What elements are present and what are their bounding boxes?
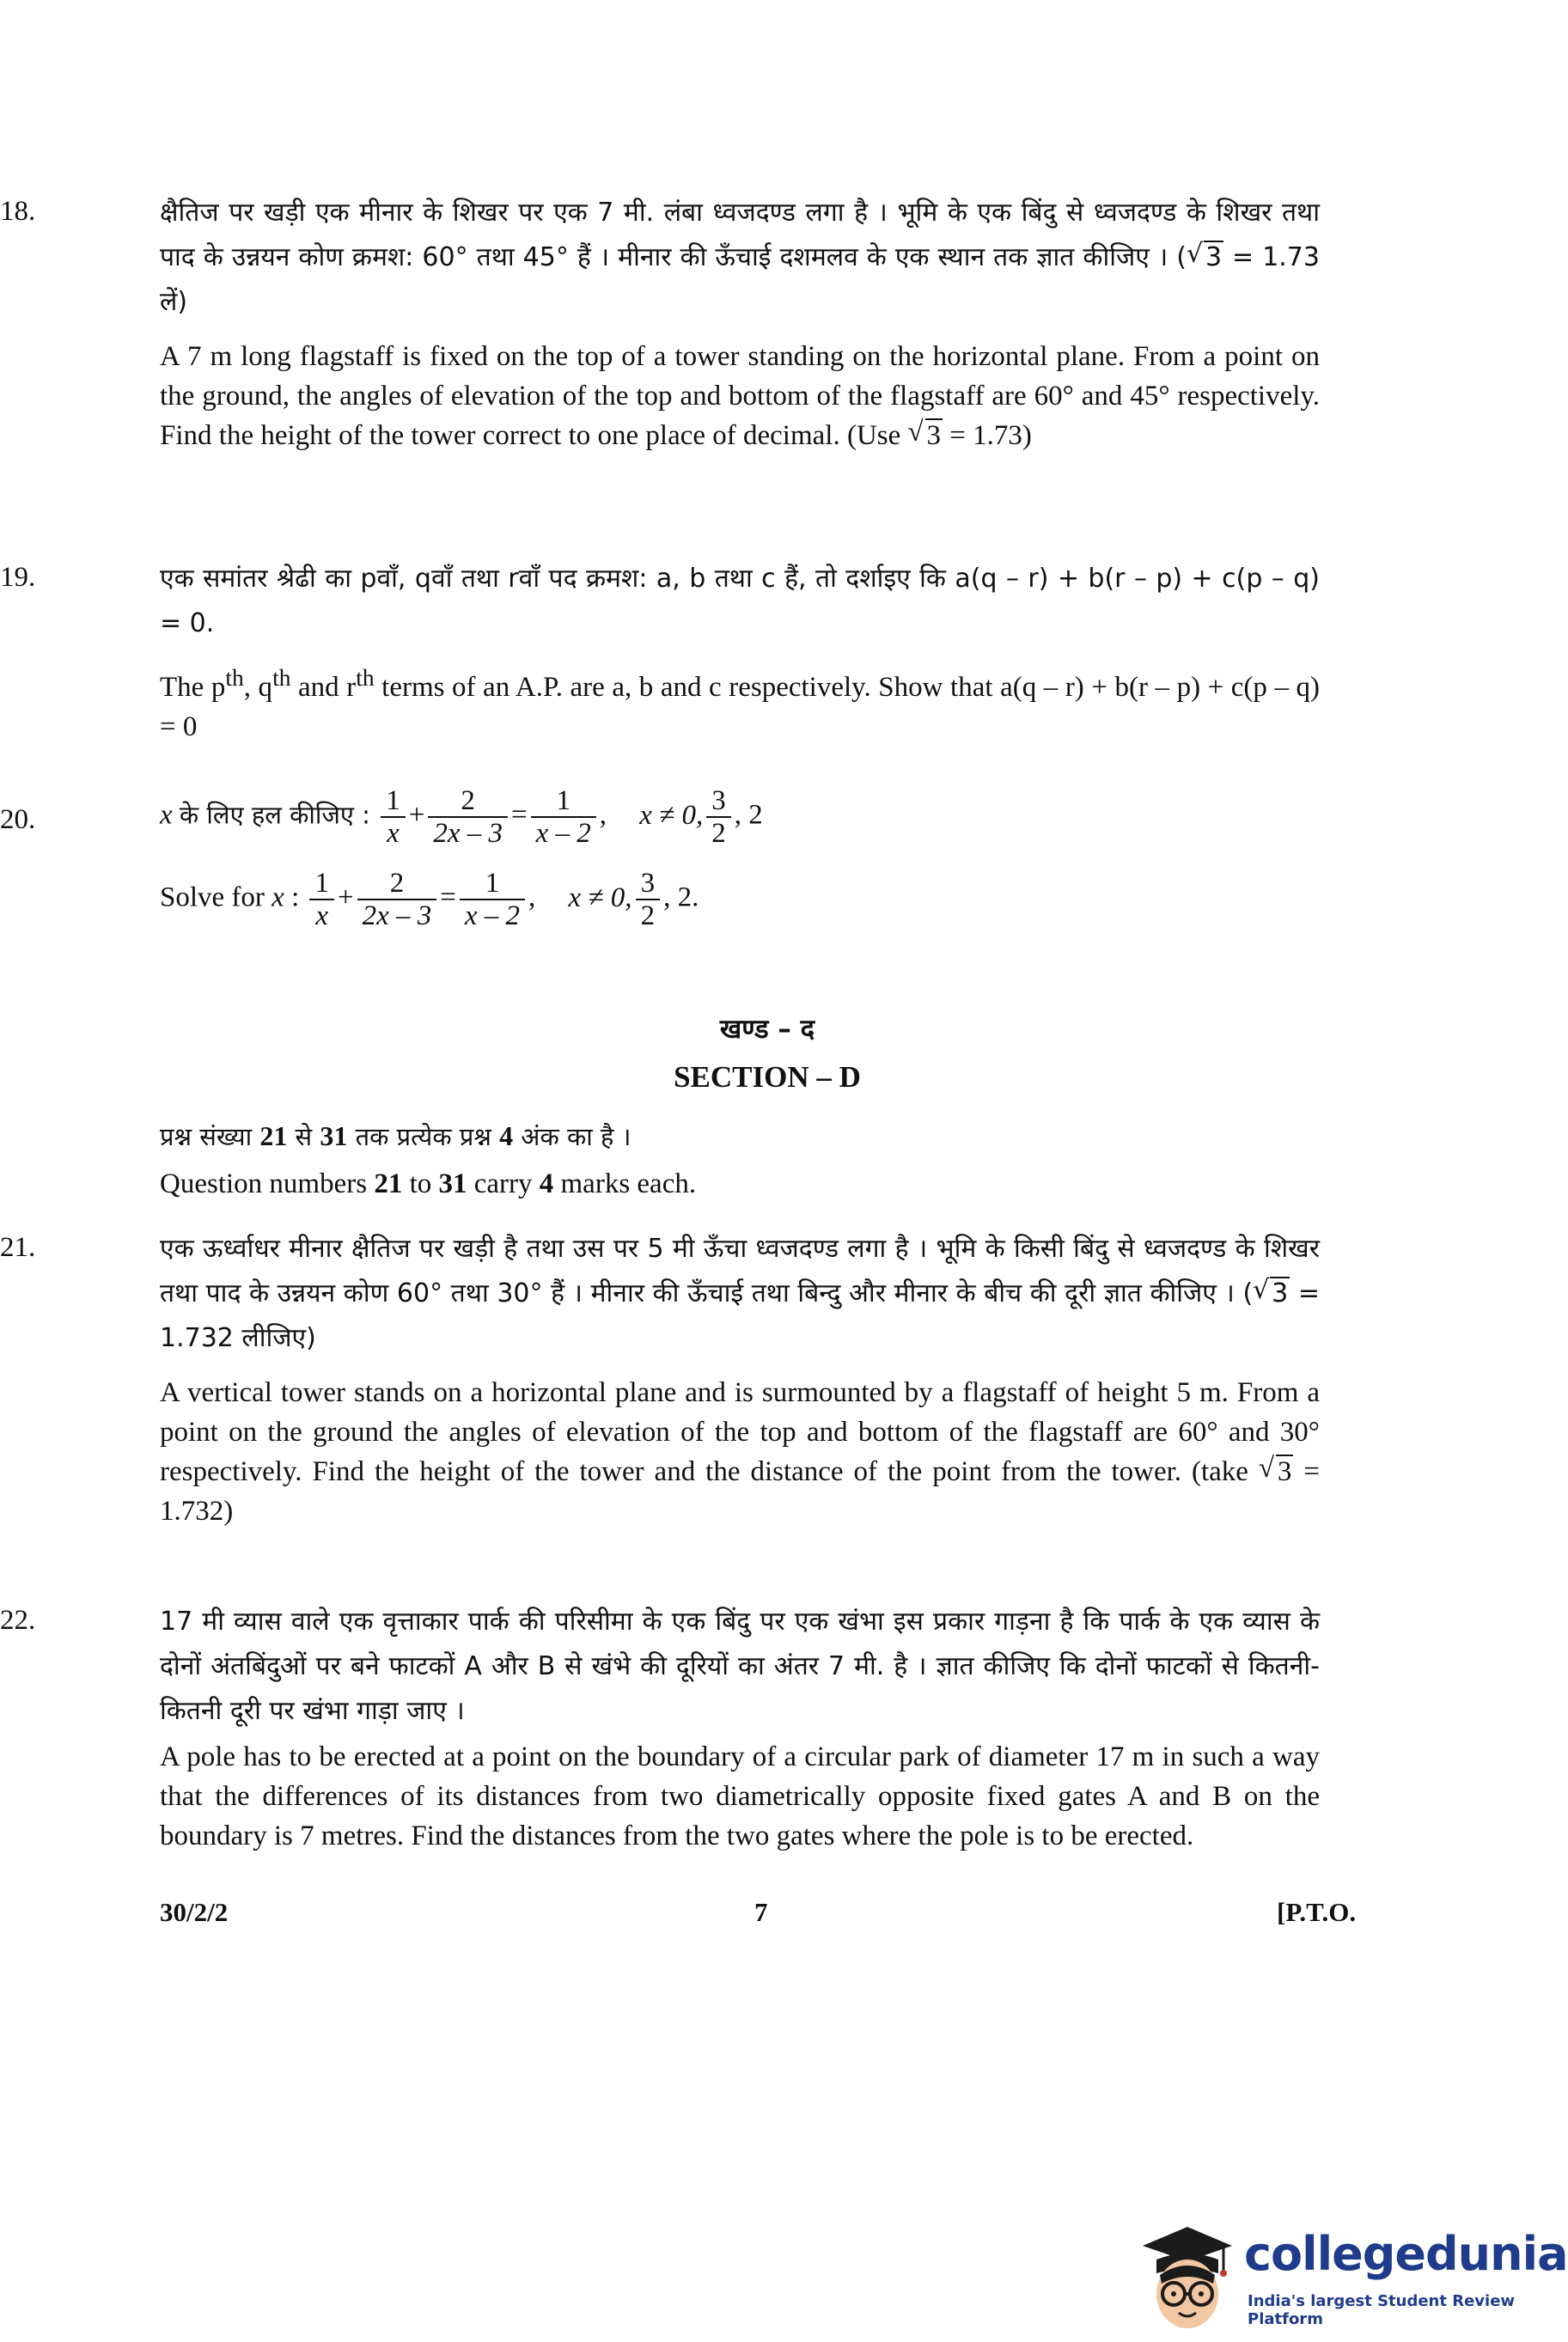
question-english-text: The $p^{th}$, $q^{th}$ and $r^{th}$ terms of an A.P. are a, b and c respectively. Show that a(q – r) + b(r – p) + c(p – q) = 0 bbox=[160, 664, 1321, 742]
paper-code: 30/2/2 bbox=[160, 1897, 229, 1927]
question-18: 18. क्षैतिज पर खड़ी एक मीनार के शिखर पर एक 7 मी. लंबा ध्वजदण्ड लगा है । भूमि के एक बिंदु से ध्वजदण्ड के शिखर तथा पाद के उन्नयन कोण क्रमश: 60° तथा 45° हैं । मीनार की ऊँचाई दशमलव के एक स्थान तक ज्ञात कीजिए । (√ 3 = 1.73 लें) A 7 m long flagstaff is fixed on the top of a tower standing on the horizontal plane. From a point on the ground, the angles of elevation of the top and bottom of the flagstaff are 60° and 45° respectively. Find the height of the tower correct to one place of decimal. (Use √ 3 = 1.73) bbox=[160, 191, 1320, 455]
page-number: 7 bbox=[754, 1897, 768, 1927]
logo-tagline: India's largest Student Review Platform bbox=[1248, 2292, 1516, 2328]
question-hindi-text: एक ऊर्ध्वाधर मीनार क्षैतिज पर खड़ी है तथा उस पर 5 मी ऊँचा ध्वजदण्ड लगा है । भूमि के किसी बिंदु से ध्वजदण्ड के शिखर तथा पाद के उन्नयन कोण 60° तथा 30° हैं । मीनार की ऊँचाई तथा बिन्दु और मीनार के बीच की दूरी ज्ञात कीजिए । (√ 3 = 1.732 लीजिए) bbox=[160, 1227, 1320, 1361]
question-19: 19. एक समांतर श्रेढी का pवाँ, qवाँ तथा rवाँ पद क्रमश: a, b तथा c हैं, तो दर्शाइए कि a(q – r) + b(r – p) + c(p – q) = 0. The $p^{th}$, $q^{th}$ and $r^{th}$ terms of an A.P. are a, b and c respectively. Show that a(q – r) + b(r – p) + c(p – q) = 0 bbox=[160, 557, 1320, 747]
section-title-english: SECTION – D bbox=[674, 1060, 861, 1094]
question-20: 20. x के लिए हल कीजिए : $\frac{1}{x}$ + $\frac{2}{2x - 3}$ = $\frac{1}{x - 2}$ , x ≠ 0, $\frac{3}{2}$ , 2 Solve for x : $\frac{1}{x}$ + $\frac{2}{2x - 3}$ = $\frac{1}{x - 2}$ , x ≠ 0, $\frac{3}{2}$ , 2. bbox=[160, 785, 1320, 931]
question-english-text: A pole has to be erected at a point on the boundary of a circular park of diameter 17 m in such a way that the differences of its distances from two diametrically opposite fixed gates A and B on the boundary is 7 metres. Find the distances from the two gates where the pole is to be erected. bbox=[160, 1741, 1320, 1851]
pto-label: [P.T.O. bbox=[1277, 1897, 1357, 1927]
question-hindi-text: एक समांतर श्रेढी का pवाँ, qवाँ तथा rवाँ पद क्रमश: a, b तथा c हैं, तो दर्शाइए कि a(q – r) + b(r – p) + c(p – q) = 0. bbox=[160, 564, 1320, 638]
question-english-text: A vertical tower stands on a horizontal plane and is surmounted by a flagstaff of height 5 m. From a point on the ground the angles of elevation of the top and bottom of the flagstaff are 60° and 30° respectively. Find the height of the tower and the distance of the point from the tower. (take √ 3 = 1.732) bbox=[160, 1373, 1320, 1531]
instruction-hindi: प्रश्न संख्या 21 से 31 तक प्रत्येक प्रश्न 4 अंक का है । bbox=[160, 1120, 631, 1151]
question-hindi-equation: x के लिए हल कीजिए : $\frac{1}{x}$ + $\frac{2}{2x - 3}$ = $\frac{1}{x - 2}$ , x ≠ 0, $\frac{3}{2}$ , 2 bbox=[160, 785, 763, 849]
collegedunia-logo bbox=[1134, 2218, 1568, 2342]
instruction-english: Question numbers 21 to 31 carry 4 marks each. bbox=[160, 1168, 697, 1199]
section-instructions bbox=[160, 1113, 1320, 1204]
section-title-hindi: खण्ड – द bbox=[719, 1014, 815, 1045]
question-21: 21. एक ऊर्ध्वाधर मीनार क्षैतिज पर खड़ी है तथा उस पर 5 मी ऊँचा ध्वजदण्ड लगा है । भूमि के किसी बिंदु से ध्वजदण्ड के शिखर तथा पाद के उन्नयन कोण 60° तथा 30° हैं । मीनार की ऊँचाई तथा बिन्दु और मीनार के बीच की दूरी ज्ञात कीजिए । (√ 3 = 1.732 लीजिए) A vertical tower stands on a horizontal plane and is surmounted by a flagstaff of height 5 m. From a point on the ground the angles of elevation of the top and bottom of the flagstaff are 60° and 30° respectively. Find the height of the tower and the distance of the point from the tower. (take √ 3 = 1.732) bbox=[160, 1227, 1320, 1531]
mascot-icon bbox=[1134, 2222, 1241, 2342]
question-english-equation: Solve for x : $\frac{1}{x}$ + $\frac{2}{2x - 3}$ = $\frac{1}{x - 2}$ , x ≠ 0, $\frac{3}{2}$ , 2. bbox=[160, 868, 699, 931]
question-22: 22. 17 मी व्यास वाले एक वृत्ताकार पार्क की परिसीमा के एक बिंदु पर एक खंभा इस प्रकार गाड़ना है कि पार्क के एक व्यास के दोनों अंतबिंदुओं पर बने फाटकों A और B से खंभे की दूरियों का अंतर 7 मी. है । ज्ञात कीजिए कि दोनों फाटकों से कितनी-कितनी दूरी पर खंभा गाड़ा जाए । A pole has to be erected at a point on the boundary of a circular park of diameter 17 m in such a way that the differences of its distances from two diametrically opposite fixed gates A and B on the boundary is 7 metres. Find the distances from the two gates where the pole is to be erected. bbox=[160, 1600, 1320, 1856]
question-hindi-text: 17 मी व्यास वाले एक वृत्ताकार पार्क की परिसीमा के एक बिंदु पर एक खंभा इस प्रकार गाड़ना है कि पार्क के एक व्यास के दोनों अंतबिंदुओं पर बने फाटकों A और B से खंभे की दूरियों का अंतर 7 मी. है । ज्ञात कीजिए कि दोनों फाटकों से कितनी-कितनी दूरी पर खंभा गाड़ा जाए । bbox=[160, 1607, 1320, 1726]
question-hindi-text: क्षैतिज पर खड़ी एक मीनार के शिखर पर एक 7 मी. लंबा ध्वजदण्ड लगा है । भूमि के एक बिंदु से ध्वजदण्ड के शिखर तथा पाद के उन्नयन कोण क्रमश: 60° तथा 45° हैं । मीनार की ऊँचाई दशमलव के एक स्थान तक ज्ञात कीजिए । (√ 3 = 1.73 लें) bbox=[160, 191, 1320, 325]
question-english-text: A 7 m long flagstaff is fixed on the top of a tower standing on the horizontal plane. From a point on the ground, the angles of elevation of the top and bottom of the flagstaff are 60° and 45° respectively. Find the height of the tower correct to one place of decimal. (Use √ 3 = 1.73) bbox=[160, 337, 1320, 455]
logo-wordmark: collegedunia bbox=[1244, 2227, 1568, 2281]
